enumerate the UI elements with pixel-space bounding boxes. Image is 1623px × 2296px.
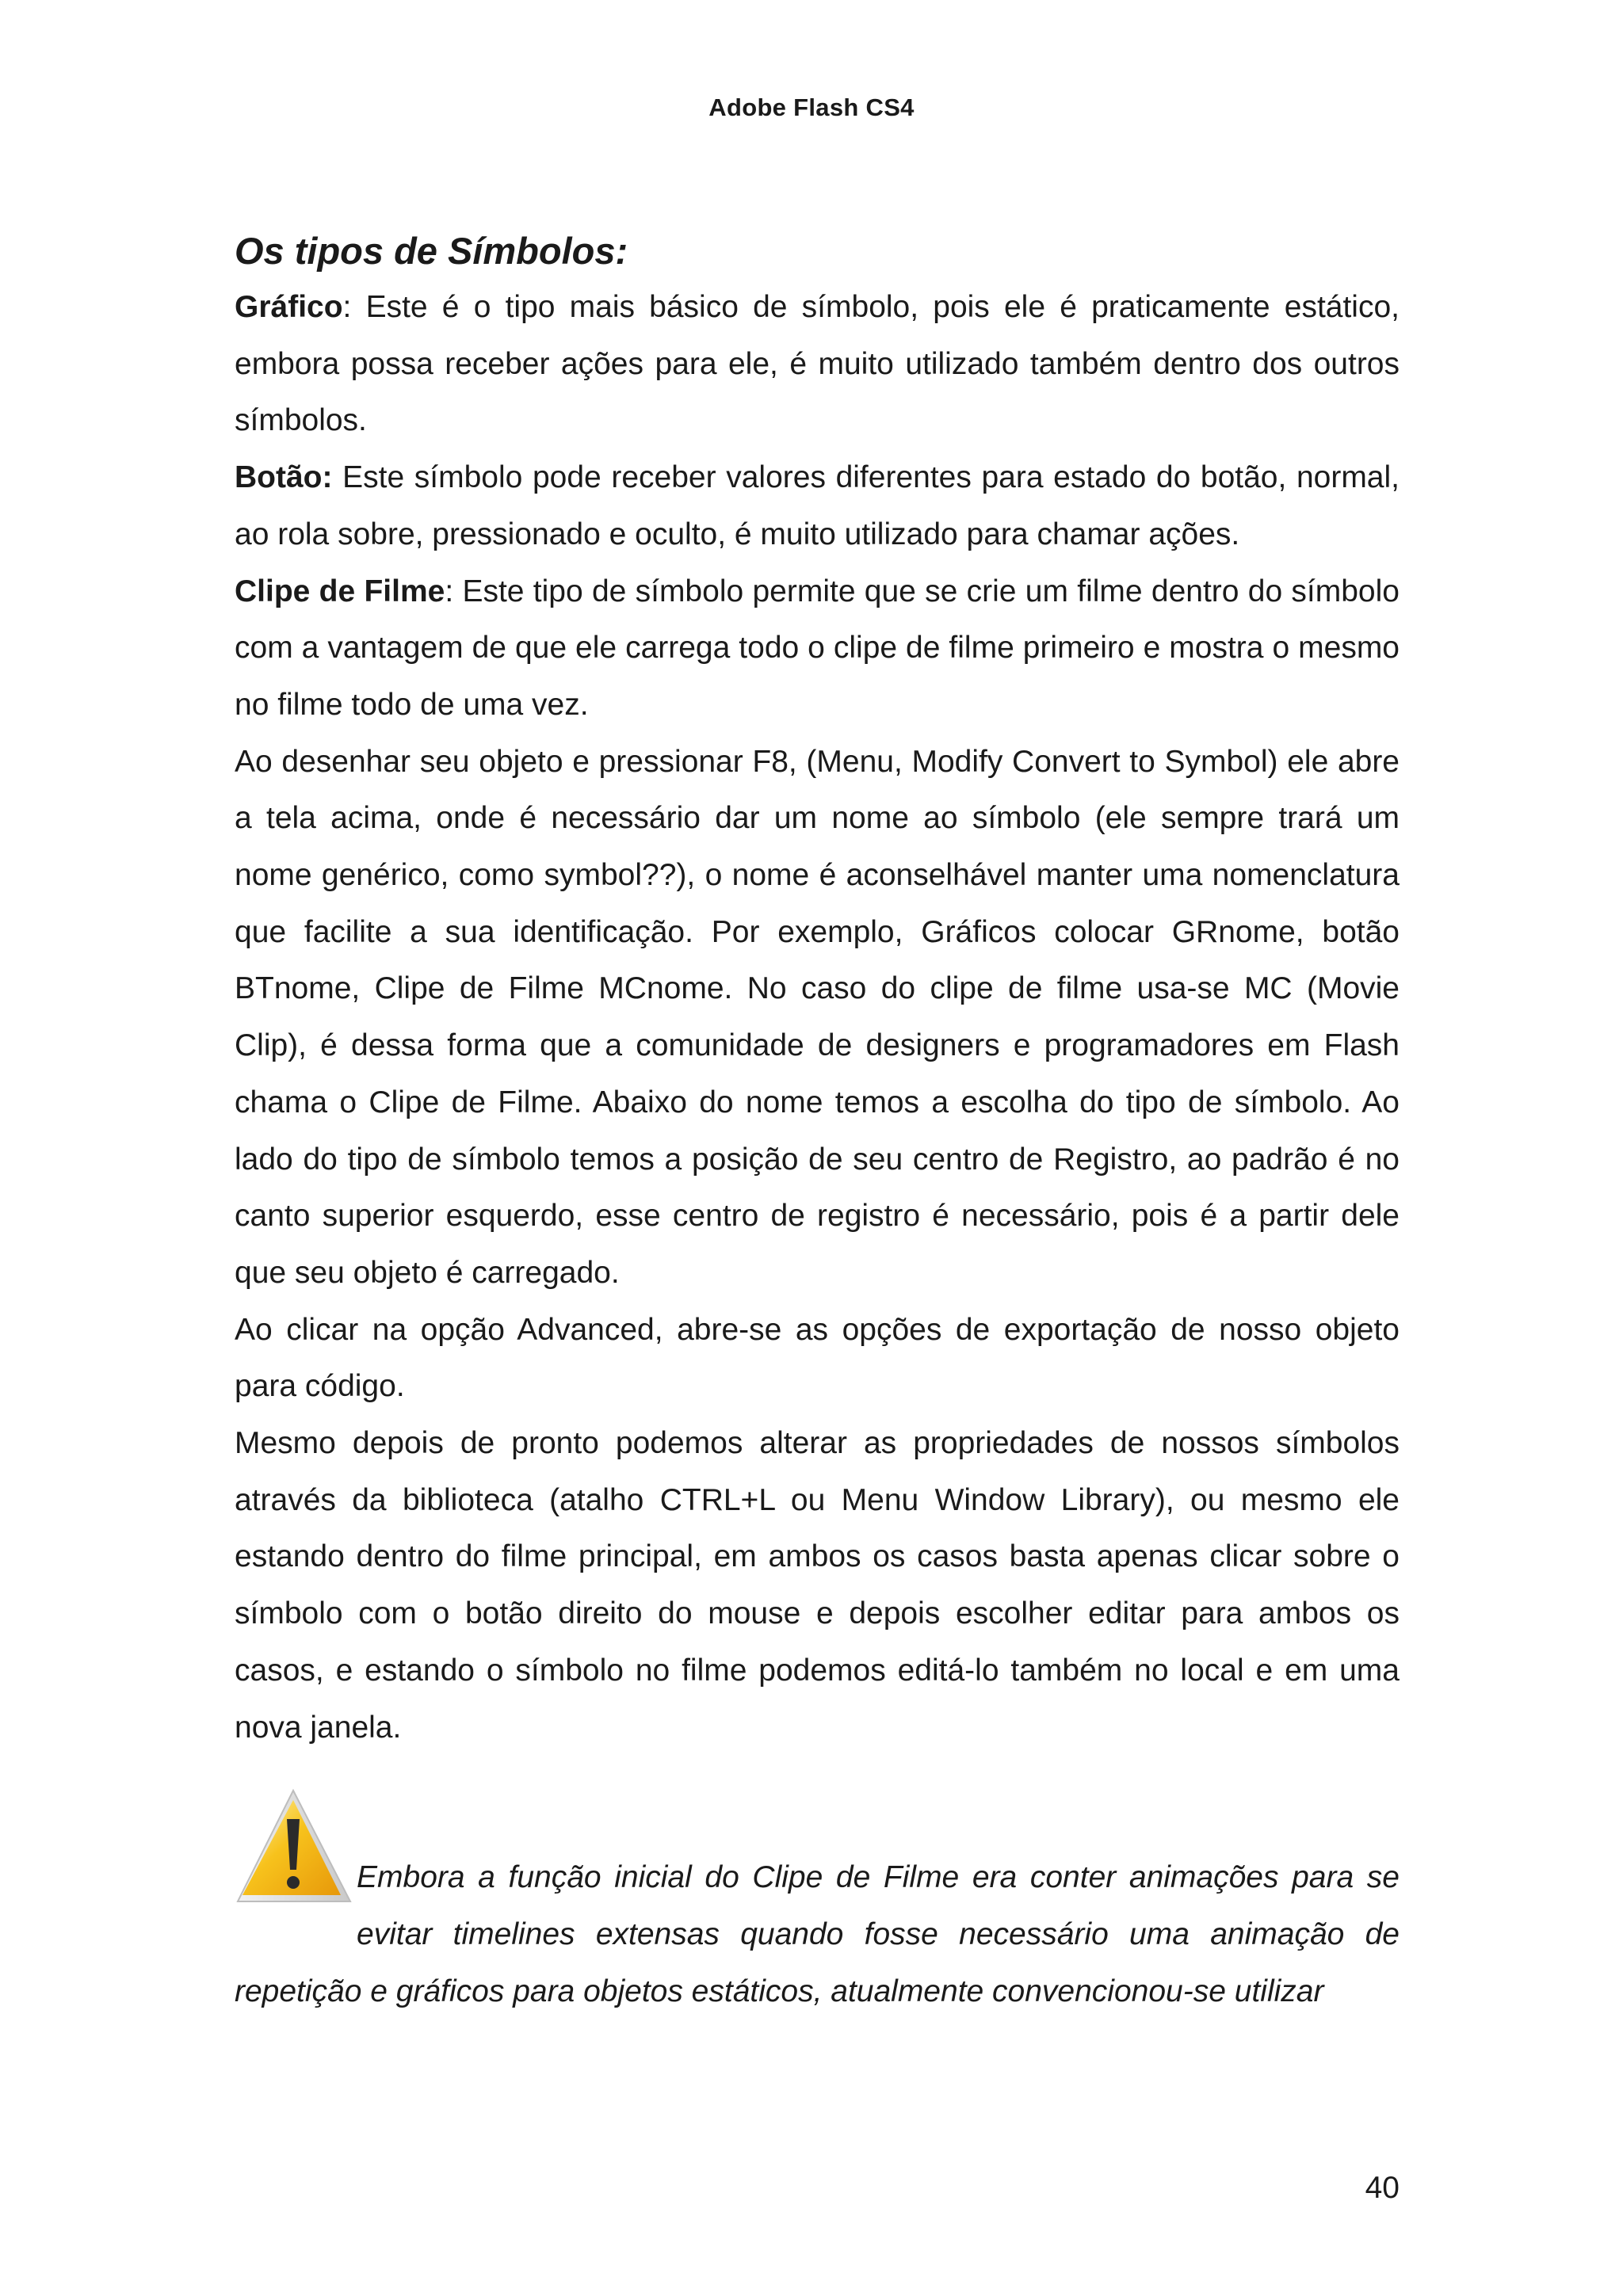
text-clipe: : Este tipo de símbolo permite que se crie um filme dentro do símbolo com a vantagem de que ele carrega todo o clipe de filme primeiro e mostra o mesmo no filme todo de uma vez. — [235, 574, 1400, 722]
text-botao: Este símbolo pode receber valores diferentes para estado do botão, normal, ao rola sobre, pressionado e oculto, é muito utilizado para chamar ações. — [235, 460, 1400, 551]
section-title: Os tipos de Símbolos: — [235, 230, 628, 272]
term-botao: Botão: — [235, 460, 333, 495]
note-spacer — [235, 1787, 1400, 1849]
page-number: 40 — [1365, 2171, 1400, 2205]
page-header: Adobe Flash CS4 — [708, 93, 915, 121]
paragraph-advanced: Ao clicar na opção Advanced, abre-se as opções de exportação de nosso objeto para código. — [235, 1312, 1400, 1404]
text-grafico: : Este é o tipo mais básico de símbolo, pois ele é praticamente estático, embora possa receber ações para ele, é muito utilizado também dentro dos outros símbolos. — [235, 290, 1400, 438]
paragraph-grafico — [235, 279, 1400, 449]
term-clipe: Clipe de Filme — [235, 574, 445, 608]
paragraph-library: Mesmo depois de pronto podemos alterar as propriedades de nossos símbolos através da biblioteca (atalho CTRL+L ou Menu Window Library), ou mesmo ele estando dentro do filme principal, em ambos os casos basta apenas clicar sobre o símbolo com o botão direito do mouse e depois escolher editar para ambos os casos, e estando o símbolo no filme podemos editá-lo também no local e em uma nova janela. — [235, 1426, 1400, 1745]
paragraph-convert-symbol: Ao desenhar seu objeto e pressionar F8, (Menu, Modify Convert to Symbol) ele abre a tela acima, onde é necessário dar um nome ao símbolo (ele sempre trará um nome genérico, como symbol??), o nome é aconselhável manter uma nomenclatura que facilite a sua identificação. Por exemplo, Gráficos colocar GRnome, botão BTnome, Clipe de Filme MCnome. No caso do clipe de filme usa-se MC (Movie Clip), é dessa forma que a comunidade de designers e programadores em Flash chama o Clipe de Filme. Abaixo do nome temos a escolha do tipo de símbolo. Ao lado do tipo de símbolo temos a posição de seu centro de Registro, ao padrão é no canto superior esquerdo, esse centro de registro é necessário, pois é a partir dele que seu objeto é carregado. — [235, 744, 1400, 1290]
paragraph-clipe — [235, 563, 1400, 734]
page-content — [235, 223, 1400, 2019]
paragraph-botao — [235, 449, 1400, 563]
warning-note — [235, 1787, 1400, 2019]
term-grafico: Gráfico — [235, 290, 343, 324]
note-text: Embora a função inicial do Clipe de Filme era conter animações para se evitar timelines extensas quando fosse necessário uma animação de repetição e gráficos para objetos estáticos, atualmente convencionou-se utilizar — [235, 1860, 1400, 2008]
warning-icon — [235, 1787, 352, 1906]
